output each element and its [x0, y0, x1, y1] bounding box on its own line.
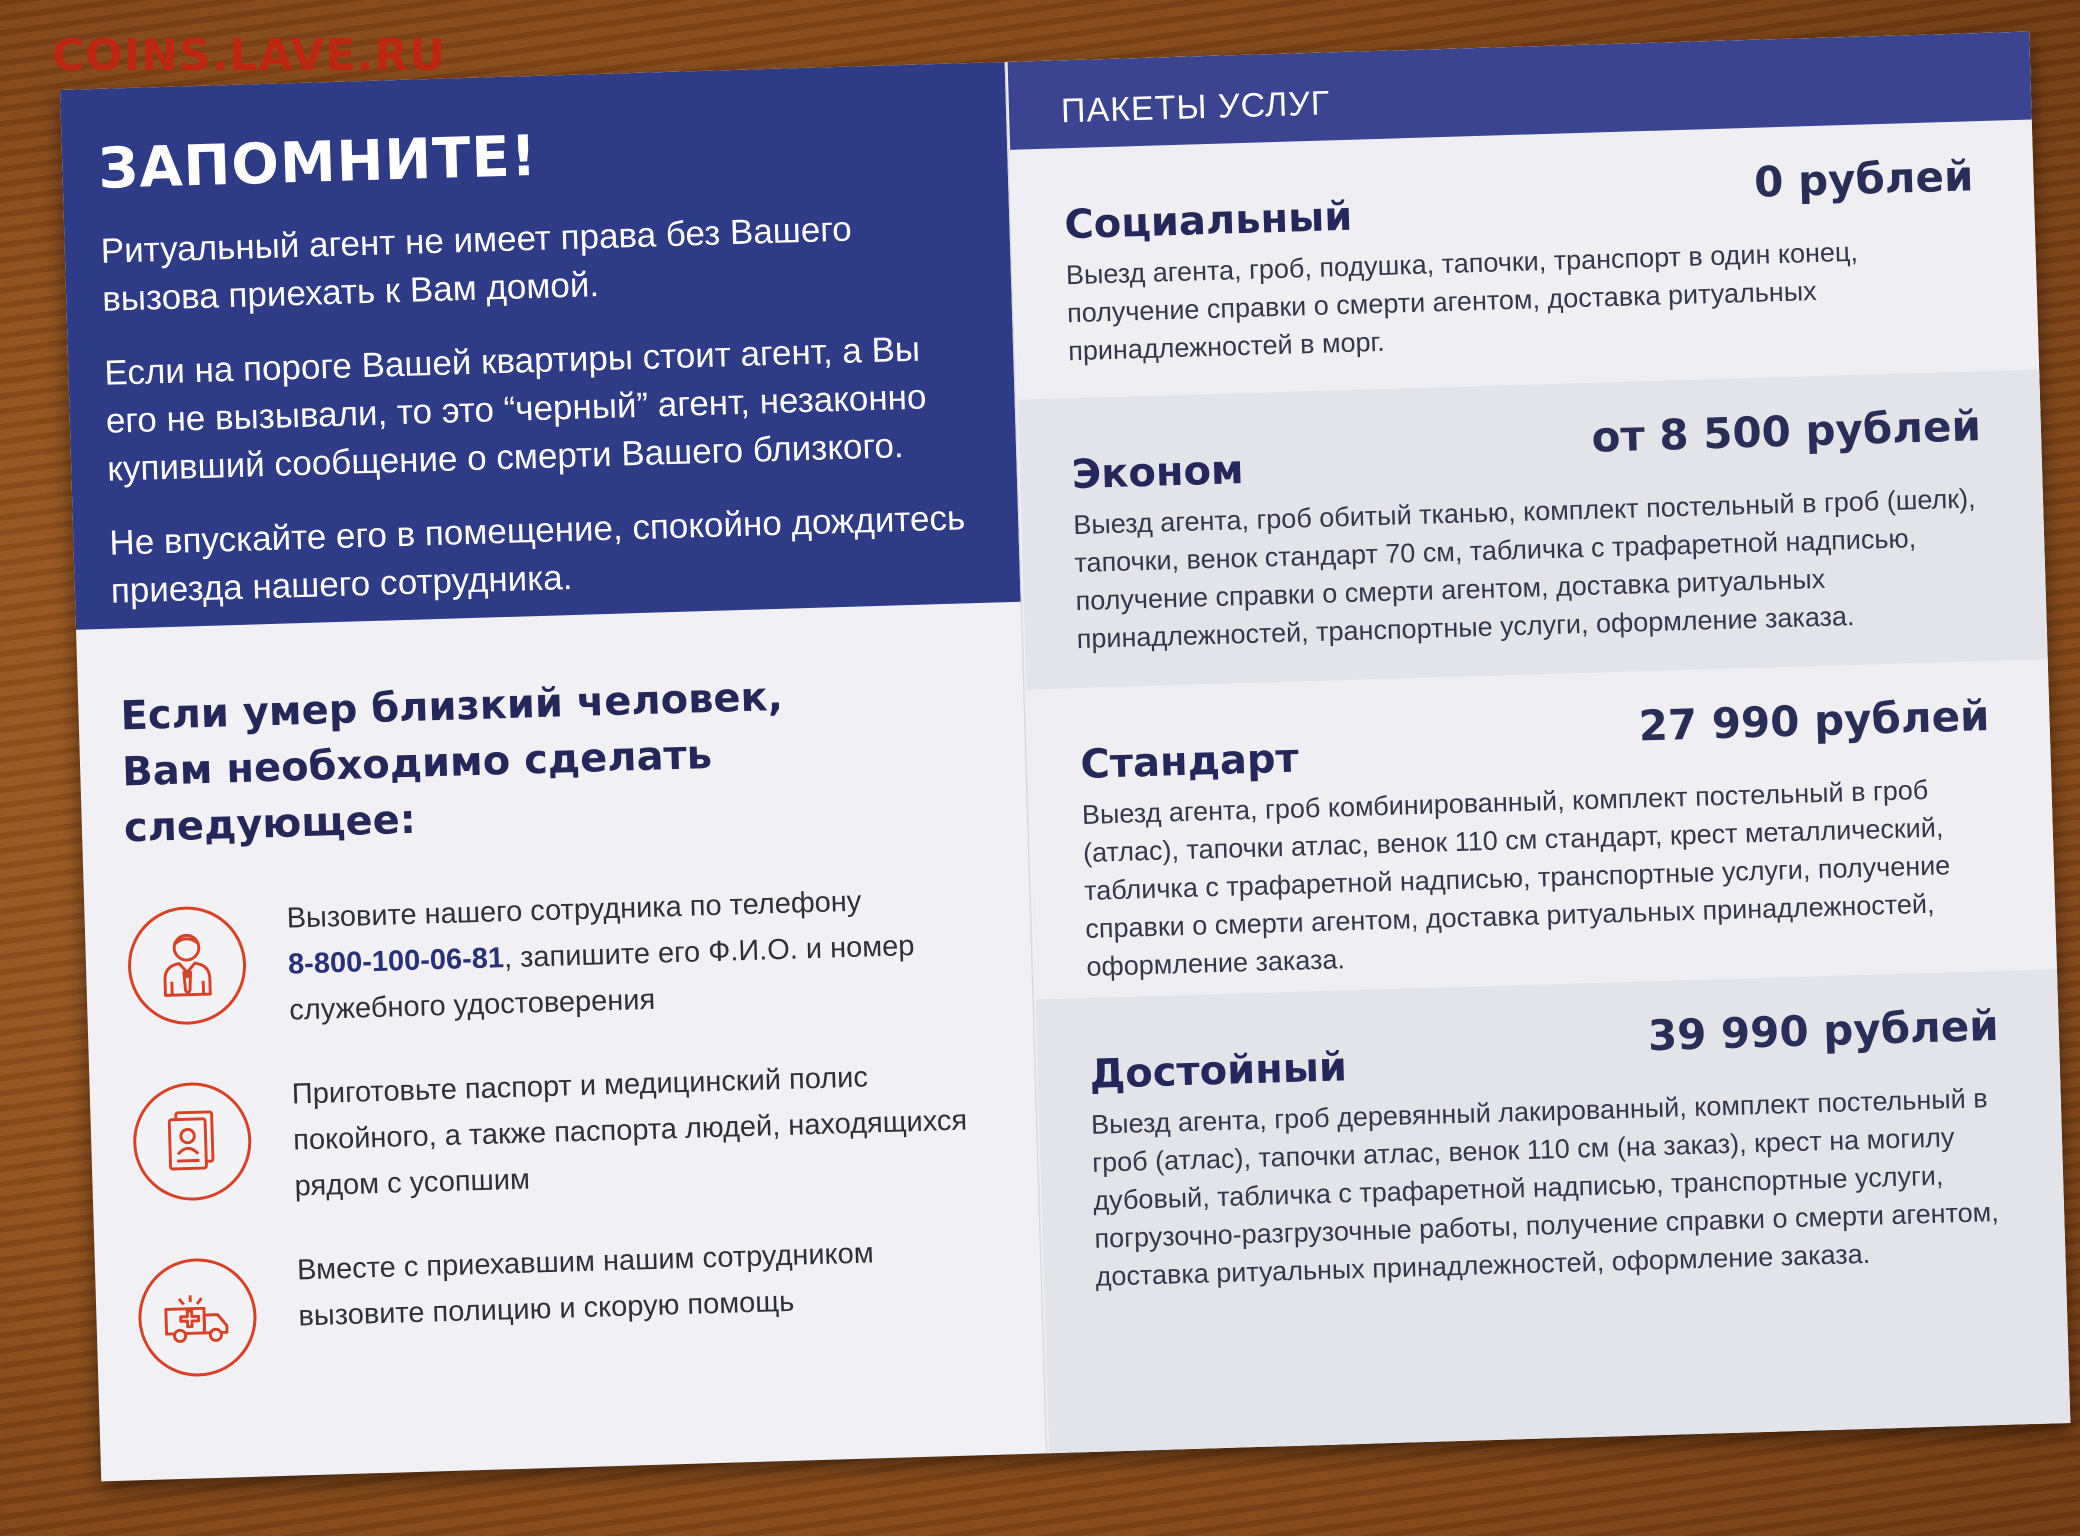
step-item [137, 1227, 1009, 1423]
employee-icon [126, 905, 247, 1026]
step-item [126, 875, 998, 1071]
watermark: COINS.LAVE.RU [52, 30, 446, 81]
package-name: Достойный [1088, 1044, 1348, 1098]
package-name: Социальный [1063, 193, 1353, 249]
remember-paragraph-3: Не впускайте его в помещение, спокойно дождитесь приезда нашего сотрудника. [108, 498, 966, 611]
package-price: 27 990 рублей [1638, 691, 1991, 751]
step-text-intro: Вызовите нашего сотрудника по телефону [286, 885, 862, 935]
step-text [286, 875, 977, 1033]
right-page [1008, 32, 2071, 1454]
package-description: Выезд агента, гроб, подушка, тапочки, транспорт в один конец, получение справки о смерти агентом, доставка ритуальных принадлежностей в морг. [1065, 236, 1859, 367]
remember-title: ЗАПОМНИТЕ! [97, 123, 539, 202]
step-text-continued: , запишите его Ф.И.О. и номер служебного удостоверения [288, 930, 915, 1027]
step-item [131, 1051, 1003, 1247]
package-name: Эконом [1071, 447, 1245, 499]
package-price: 0 рублей [1753, 151, 1975, 207]
package-price: 39 990 рублей [1647, 1000, 2000, 1061]
steps-title-line-1: Если умер близкий человек, [119, 673, 784, 740]
left-page [60, 62, 1046, 1481]
brochure [60, 32, 2070, 1482]
remember-paragraph-1: Ритуальный агент не имеет права без Вашего вызова приехать к Вам домой. [100, 209, 853, 319]
package-social [1010, 120, 2039, 400]
package-standard [1026, 659, 2057, 999]
package-price: от 8 500 рублей [1590, 401, 1982, 462]
packages-header: ПАКЕТЫ УСЛУГ [1008, 32, 2032, 150]
remember-panel [60, 62, 1021, 630]
package-description: Выезд агента, гроб обитый тканью, комплект постельный в гроб (шелк), тапочки, венок стандарт 70 см, табличка с трафаретной надписью, получение справки о смерти агентом, доставка ритуальных принадлежностей, транспортные услуги, оформление заказа. [1072, 483, 1976, 655]
phone-number: 8-800-100-06-81 [287, 942, 505, 981]
steps-title [120, 663, 992, 857]
step-text: Вместе с приехавшим нашим сотрудником вызовите полицию и скорую помощь [296, 1237, 875, 1333]
package-description: Выезд агента, гроб деревянный лакированный, комплект постельный в гроб (атлас), тапочки атлас, венок 110 см (на заказ), крест на могилу дубовый, табличка с трафаретной надписью, транспортные услуги, погрузочно-разгрузочные работы, получение справки о смерти агентом, доставка ритуальных принадлежностей, оформление заказа. [1090, 1083, 2000, 1292]
step-text: Приготовьте паспорт и медицинский полис покойного, а также паспорта людей, находящихся рядом с усопшим [291, 1061, 968, 1203]
package-description: Выезд агента, гроб комбинированный, комплект постельный в гроб (атлас), тапочки атлас, венок 110 см стандарт, крест металлический, табличка с трафаретной надписью, транспортные услуги, получение справки о смерти агентом, доставка ритуальных принадлежностей, оформление заказа. [1081, 774, 1951, 982]
package-dostoyny [1035, 969, 2070, 1453]
passport-icon [132, 1081, 253, 1202]
ambulance-icon [137, 1257, 258, 1378]
steps-title-line-2: Вам необходимо сделать следующее: [121, 731, 713, 852]
package-name: Стандарт [1079, 735, 1300, 789]
package-econom [1018, 369, 2048, 689]
remember-paragraph-2: Если на пороге Вашей квартиры стоит агент, а Вы его не вызывали, то это “черный” агент, незаконно купивший сообщение о смерти Вашего близкого. [103, 329, 927, 489]
steps-section [76, 602, 1044, 1424]
